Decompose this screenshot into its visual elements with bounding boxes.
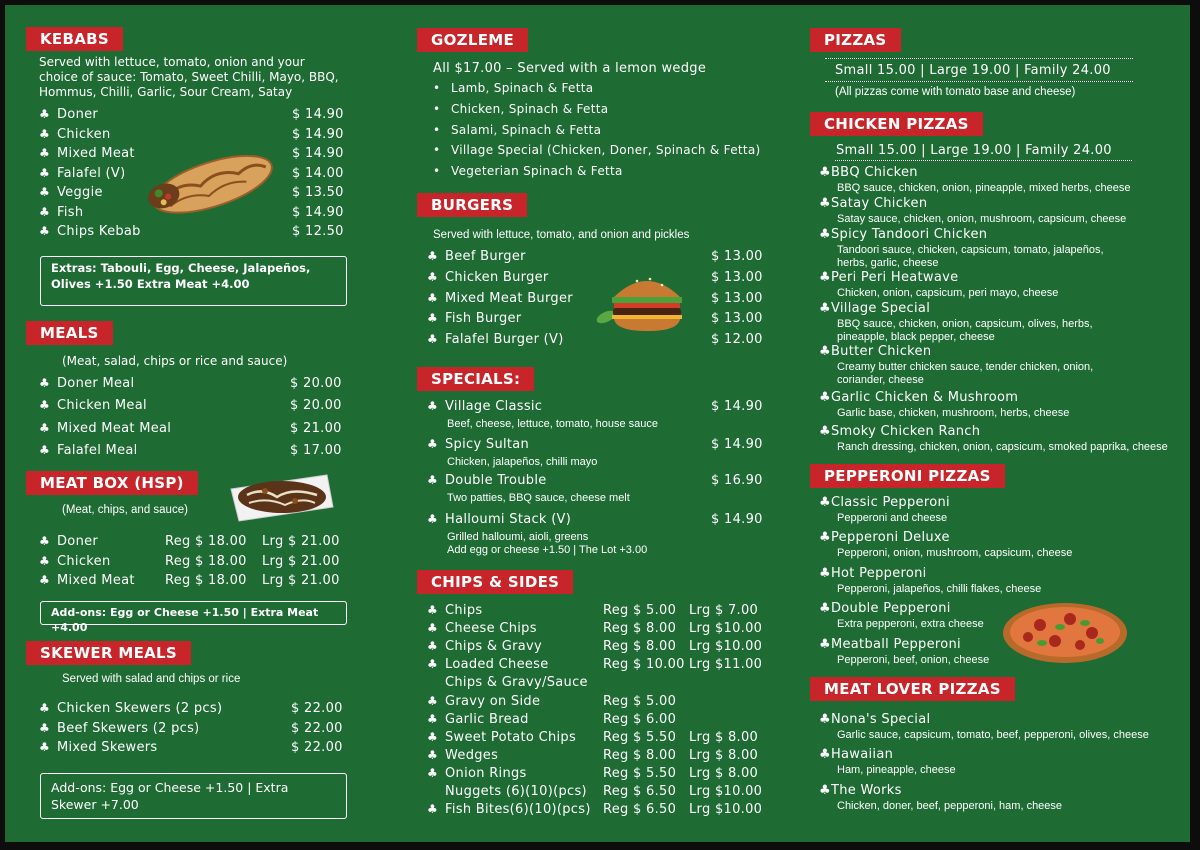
item-name: Butter Chicken [830,344,932,359]
item-desc: Tandoori sauce, chicken, capsicum, tomato, jalapeños, herbs, garlic, cheese [837,244,1104,269]
club-icon: ♣ [819,530,831,545]
item-name: Hawaiian [830,747,894,762]
item-lrg-price: Lrg $ 21.00 [262,573,340,588]
item-desc: Satay sauce, chicken, onion, mushroom, capsicum, cheese [837,213,1127,225]
item-name: Beef Skewers (2 pcs) [57,720,200,736]
chips-title: CHIPS & SIDES [417,570,573,594]
pizza-item [819,301,930,316]
item-name: Fish Bites(6)(10)(pcs) [445,802,591,818]
club-icon: ♣ [819,637,831,652]
club-icon: ♣ [819,783,831,798]
item-lrg-price: Lrg $ 8.00 [689,765,759,781]
skewers-title: SKEWER MEALS [26,641,191,665]
item-name: Double Trouble [445,473,547,488]
club-icon: ♣ [819,601,831,616]
club-icon: ♣ [427,603,439,617]
item-name: Satay Chicken [830,196,928,211]
pizza-item [819,637,961,652]
pizza-item [819,227,987,242]
specials-title: SPECIALS: [417,367,534,391]
item-name: Doner [57,534,99,549]
item-reg-price: Reg $ 6.50 [603,784,677,799]
item-name: Falafel Burger (V) [445,332,564,348]
item-desc: Ham, pineapple, cheese [837,764,956,776]
column-right [795,5,1190,842]
club-icon: ♣ [39,553,51,568]
item-desc: Pepperoni, beef, onion, cheese [837,654,990,666]
menu-item [427,269,763,285]
item-name: Salami, Spinach & Fetta [451,122,602,137]
club-icon: ♣ [427,639,439,654]
item-price: $ 13.00 [711,249,763,264]
item-price: $ 17.00 [290,442,342,458]
club-icon: ♣ [427,657,439,672]
club-icon: ♣ [39,701,51,715]
item-price: $ 14.90 [711,512,763,527]
menu-item [427,711,677,727]
item-name: Mixed Meat [57,573,135,588]
item-name: Village Classic [445,399,543,414]
item-price: $ 14.90 [711,399,763,414]
club-icon: ♣ [819,196,831,211]
club-icon: ♣ [39,165,51,180]
item-lrg-price: Lrg $ 8.00 [689,729,759,745]
club-icon: • [433,122,441,137]
item-name: Mixed Meat Meal [57,420,172,436]
menu-item [39,398,342,414]
item-desc: BBQ sauce, chicken, onion, pineapple, mixed herbs, cheese [837,182,1131,194]
item-name: Onion Rings [445,765,527,781]
item-price: $ 13.00 [711,290,763,306]
column-left [5,5,400,842]
item-name: Village Special (Chicken, Doner, Spinach & Fetta) [451,143,761,158]
column-middle [400,5,795,842]
item-desc: Creamy butter chicken sauce, tender chicken, onion, coriander, cheese [837,361,1094,386]
club-icon: ♣ [819,344,831,359]
menu-item [39,185,344,200]
item-lrg-price: Lrg $ 21.00 [262,534,340,549]
item-reg-price: Reg $ 8.00 [603,639,677,655]
item-name: Gravy on Side [445,693,541,709]
menu-item [427,473,763,488]
item-reg-price: Reg $ 18.00 [165,553,247,569]
meat-lover-pizzas-title: MEAT LOVER PIZZAS [810,677,1015,701]
item-desc: Chicken, onion, capsicum, peri mayo, cheese [837,287,1059,299]
item-reg-price: Reg $ 5.00 [603,693,677,709]
menu-item [39,442,342,458]
menu-item [427,603,759,618]
pizza-item [819,424,980,439]
item-price: $ 22.00 [291,740,343,755]
burger-image [592,267,692,335]
menu-item [39,146,344,161]
kebabs-extras-box: Extras: Tabouli, Egg, Cheese, Jalapeños, Olives +1.50 Extra Meat +4.00 [40,256,347,306]
menu-item [39,204,344,220]
item-name: Chicken [57,126,111,142]
menu-item [433,164,623,178]
skewers-addons-box: Add-ons: Egg or Cheese +1.50 | Extra Skewer +7.00 [40,773,347,819]
club-icon: ♣ [39,420,51,435]
item-price: $ 14.90 [292,107,344,122]
kebabs-desc: Served with lettuce, tomato, onion and your choice of sauce: Tomato, Sweet Chilli, Mayo, BBQ, Hommus, Chilli, Garlic, Sour Cream, Satay [39,55,339,99]
club-icon: ♣ [39,442,51,457]
club-icon: ♣ [819,712,831,727]
item-name: Chips & Gravy [445,639,543,655]
menu-item [39,107,344,122]
divider [825,58,1133,59]
item-reg-price: Reg $ 18.00 [165,534,247,549]
menu-item [427,249,763,264]
menu-item [427,332,763,348]
club-icon: ♣ [427,332,439,347]
meals-title: MEALS [26,321,113,345]
pizza-item [819,196,927,211]
club-icon: ♣ [427,711,439,726]
menu-item [427,290,763,306]
item-name: Garlic Chicken & Mushroom [830,390,1019,405]
item-desc: Grilled halloumi, aioli, greens Add egg or cheese +1.50 | The Lot +3.00 [447,531,648,556]
meatbox-addons-box: Add-ons: Egg or Cheese +1.50 | Extra Meat +4.00 [40,601,347,625]
skewers-desc: Served with salad and chips or rice [62,673,241,685]
item-reg-price: Reg $ 5.50 [603,765,677,781]
item-reg-price: Reg $ 5.50 [603,729,677,745]
club-icon: ♣ [39,573,51,587]
pizza-image [1000,595,1130,667]
item-price: $ 12.50 [292,224,344,239]
pizza-item [819,390,1018,405]
item-lrg-price: Lrg $10.00 [689,639,763,655]
club-icon: ♣ [39,376,51,390]
club-icon: ♣ [427,249,439,263]
club-icon: ♣ [819,424,831,439]
pizza-item [819,747,893,762]
item-name: Chicken Skewers (2 pcs) [57,701,223,716]
item-price: $ 14.90 [292,126,344,142]
item-price: $ 20.00 [290,398,342,414]
item-name: Peri Peri Heatwave [830,270,959,285]
club-icon: • [433,143,441,158]
item-name: Chicken [57,553,111,569]
item-name: Chicken Burger [445,269,549,285]
menu-item [427,657,763,673]
menu-item [39,740,343,755]
item-price: $ 20.00 [290,376,342,391]
club-icon: ♣ [427,290,439,305]
item-name: Sweet Potato Chips [445,729,577,745]
meatbox-image [227,467,337,525]
club-icon: ♣ [819,566,831,581]
item-price: $ 16.90 [711,473,763,488]
item-name: Doner Meal [57,376,135,391]
wrap-image [140,145,280,220]
item-lrg-price: Lrg $10.00 [689,802,763,818]
item-desc: Pepperoni, onion, mushroom, capsicum, cheese [837,547,1073,559]
club-icon: ♣ [819,747,831,762]
menu-item [427,675,588,690]
pizza-item [819,344,931,359]
item-price: $ 13.00 [711,269,763,285]
item-price: $ 13.50 [292,185,344,200]
item-name: Fish [57,204,84,220]
club-icon: ♣ [39,534,51,548]
menu-item [433,81,593,95]
item-desc: Pepperoni and cheese [837,512,948,524]
item-name: Chicken, Spinach & Fetta [451,101,609,116]
club-icon: ♣ [819,165,831,180]
chicken-pizzas-sizes: Small 15.00 | Large 19.00 | Family 24.00 [836,143,1112,158]
item-name: Vegeterian Spinach & Fetta [451,164,623,179]
club-icon: ♣ [427,269,439,284]
item-name: Chips [445,603,483,618]
meals-desc: (Meat, salad, chips or rice and sauce) [62,354,288,368]
chicken-pizzas-title: CHICKEN PIZZAS [810,112,983,136]
menu-item [39,573,340,588]
menu-item [427,399,763,414]
item-price: $ 14.90 [292,204,344,220]
menu-item [39,720,343,736]
item-name: Falafel (V) [57,165,126,181]
menu-item [427,765,759,781]
club-icon: ♣ [819,227,831,242]
item-name: Smoky Chicken Ranch [830,424,981,439]
item-desc: Chicken, jalapeños, chilli mayo [447,456,598,468]
item-desc: Ranch dressing, chicken, onion, capsicum, smoked paprika, cheese [837,441,1168,453]
item-name: Village Special [830,301,931,316]
menu-item [427,693,677,709]
item-price: $ 12.00 [711,332,763,348]
item-name: Mixed Skewers [57,740,158,755]
item-reg-price: Reg $ 6.50 [603,802,677,818]
item-reg-price: Reg $ 6.00 [603,711,677,727]
item-name: Meatball Pepperoni [830,637,961,652]
club-icon: ♣ [39,398,51,413]
menu-item [433,143,761,157]
item-name: The Works [830,783,902,798]
item-name: Classic Pepperoni [830,495,950,510]
item-name: Halloumi Stack (V) [445,512,572,527]
item-name: Mixed Meat Burger [445,290,573,306]
menu-item [427,729,759,745]
item-reg-price: Reg $ 8.00 [603,621,677,637]
item-name: BBQ Chicken [830,165,918,180]
club-icon: ♣ [39,204,51,219]
pizza-item [819,495,950,510]
item-name: Wedges [445,747,499,763]
item-name: Loaded Cheese [445,657,549,673]
menu-item [427,747,759,763]
item-name: Falafel Meal [57,442,138,458]
pizza-item [819,566,927,581]
item-name: Hot Pepperoni [830,566,927,581]
item-name: Chips & Gravy/Sauce [445,675,588,691]
item-name: Nona's Special [830,712,931,727]
item-lrg-price: Lrg $ 21.00 [262,553,340,569]
club-icon: ♣ [427,621,439,636]
club-icon: ♣ [819,270,831,285]
item-name: Spicy Tandoori Chicken [830,227,988,242]
item-name: Chips Kebab [57,224,141,239]
item-name: Chicken Meal [57,398,147,414]
menu-item [39,420,342,436]
item-price: $ 14.90 [292,146,344,161]
club-icon: ♣ [427,729,439,744]
item-price: $ 13.00 [711,311,763,327]
gozleme-subtitle: All $17.00 – Served with a lemon wedge [433,61,707,76]
pepperoni-pizzas-title: PEPPERONI PIZZAS [810,464,1005,488]
menu-item [39,534,340,549]
item-name: Double Pepperoni [830,601,951,616]
item-desc: BBQ sauce, chicken, onion, capsicum, olives, herbs, pineapple, black pepper, cheese [837,318,1093,343]
menu-item [427,512,763,527]
item-name: Doner [57,107,99,122]
menu-item [433,102,608,116]
burgers-title: BURGERS [417,193,527,217]
item-desc: Garlic base, chicken, mushroom, herbs, cheese [837,407,1070,419]
club-icon: ♣ [427,311,439,326]
item-name: Veggie [57,185,103,200]
kebabs-title: KEBABS [26,27,123,51]
club-icon: ♣ [427,512,439,526]
item-name: Lamb, Spinach & Fetta [451,81,594,95]
item-price: $ 22.00 [291,701,343,716]
item-reg-price: Reg $ 10.00 [603,657,685,673]
item-lrg-price: Lrg $10.00 [689,784,763,799]
item-desc: Two patties, BBQ sauce, cheese melt [447,492,630,504]
item-reg-price: Reg $ 18.00 [165,573,247,588]
club-icon: ♣ [427,765,439,780]
club-icon: ♣ [39,740,51,754]
pizza-item [819,530,950,545]
item-name: Garlic Bread [445,711,529,727]
item-name: Fish Burger [445,311,522,327]
club-icon: ♣ [427,802,439,817]
item-name: Nuggets (6)(10)(pcs) [445,784,587,799]
menu-item [39,126,344,142]
club-icon: ♣ [427,399,439,413]
club-icon: • [433,164,441,179]
club-icon: • [433,101,441,116]
menu-page [5,5,1190,842]
pizza-item [819,783,902,798]
menu-item [427,802,763,818]
club-icon: ♣ [427,693,439,708]
pizza-item [819,165,918,180]
club-icon: ♣ [819,390,831,405]
item-price: $ 22.00 [291,720,343,736]
menu-item [433,123,601,137]
club-icon: ♣ [39,720,51,735]
menu-item [39,224,344,239]
club-icon: ♣ [39,185,51,199]
pizza-item [819,601,951,616]
item-lrg-price: Lrg $ 7.00 [689,603,759,618]
pizza-item [819,712,930,727]
menu-item [427,639,763,655]
menu-item [39,376,342,391]
pizzas-note: (All pizzas come with tomato base and cheese) [835,86,1076,98]
pizzas-title: PIZZAS [810,28,901,52]
menu-item [39,165,344,181]
item-desc: Pepperoni, jalapeños, chilli flakes, cheese [837,583,1042,595]
club-icon: ♣ [427,473,439,487]
item-name: Cheese Chips [445,621,537,637]
menu-item [39,553,340,569]
burgers-desc: Served with lettuce, tomato, and onion and pickles [433,229,690,241]
club-icon: ♣ [427,747,439,762]
item-desc: Extra pepperoni, extra cheese [837,618,984,630]
item-name: Pepperoni Deluxe [830,530,950,545]
meatbox-title: MEAT BOX (HSP) [26,471,198,495]
menu-item [427,784,763,799]
pizzas-sizes: Small 15.00 | Large 19.00 | Family 24.00 [835,63,1111,78]
item-desc: Beef, cheese, lettuce, tomato, house sauce [447,418,658,430]
item-price: $ 21.00 [290,420,342,436]
item-lrg-price: Lrg $ 8.00 [689,747,759,763]
club-icon: ♣ [39,126,51,141]
menu-item [427,621,763,637]
item-reg-price: Reg $ 5.00 [603,603,677,618]
meatbox-desc: (Meat, chips, and sauce) [62,504,188,516]
club-icon: ♣ [819,301,831,316]
item-lrg-price: Lrg $10.00 [689,621,763,637]
menu-item [427,437,763,452]
item-name: Spicy Sultan [445,437,530,452]
item-name: Mixed Meat [57,146,135,161]
item-price: $ 14.00 [292,165,344,181]
menu-item [39,701,343,716]
item-reg-price: Reg $ 8.00 [603,747,677,763]
menu-item [427,311,763,327]
item-lrg-price: Lrg $11.00 [689,657,763,673]
club-icon: ♣ [39,224,51,238]
item-price: $ 14.90 [711,437,763,452]
divider [825,81,1133,82]
club-icon: ♣ [819,495,831,510]
divider [835,160,1132,161]
club-icon: ♣ [427,437,439,451]
item-desc: Chicken, doner, beef, pepperoni, ham, cheese [837,800,1063,812]
club-icon: ♣ [39,146,51,160]
club-icon: ♣ [39,107,51,121]
gozleme-title: GOZLEME [417,28,528,52]
item-desc: Garlic sauce, capsicum, tomato, beef, pepperoni, olives, cheese [837,729,1149,741]
item-name: Beef Burger [445,249,526,264]
pizza-item [819,270,958,285]
club-icon: • [433,81,441,95]
